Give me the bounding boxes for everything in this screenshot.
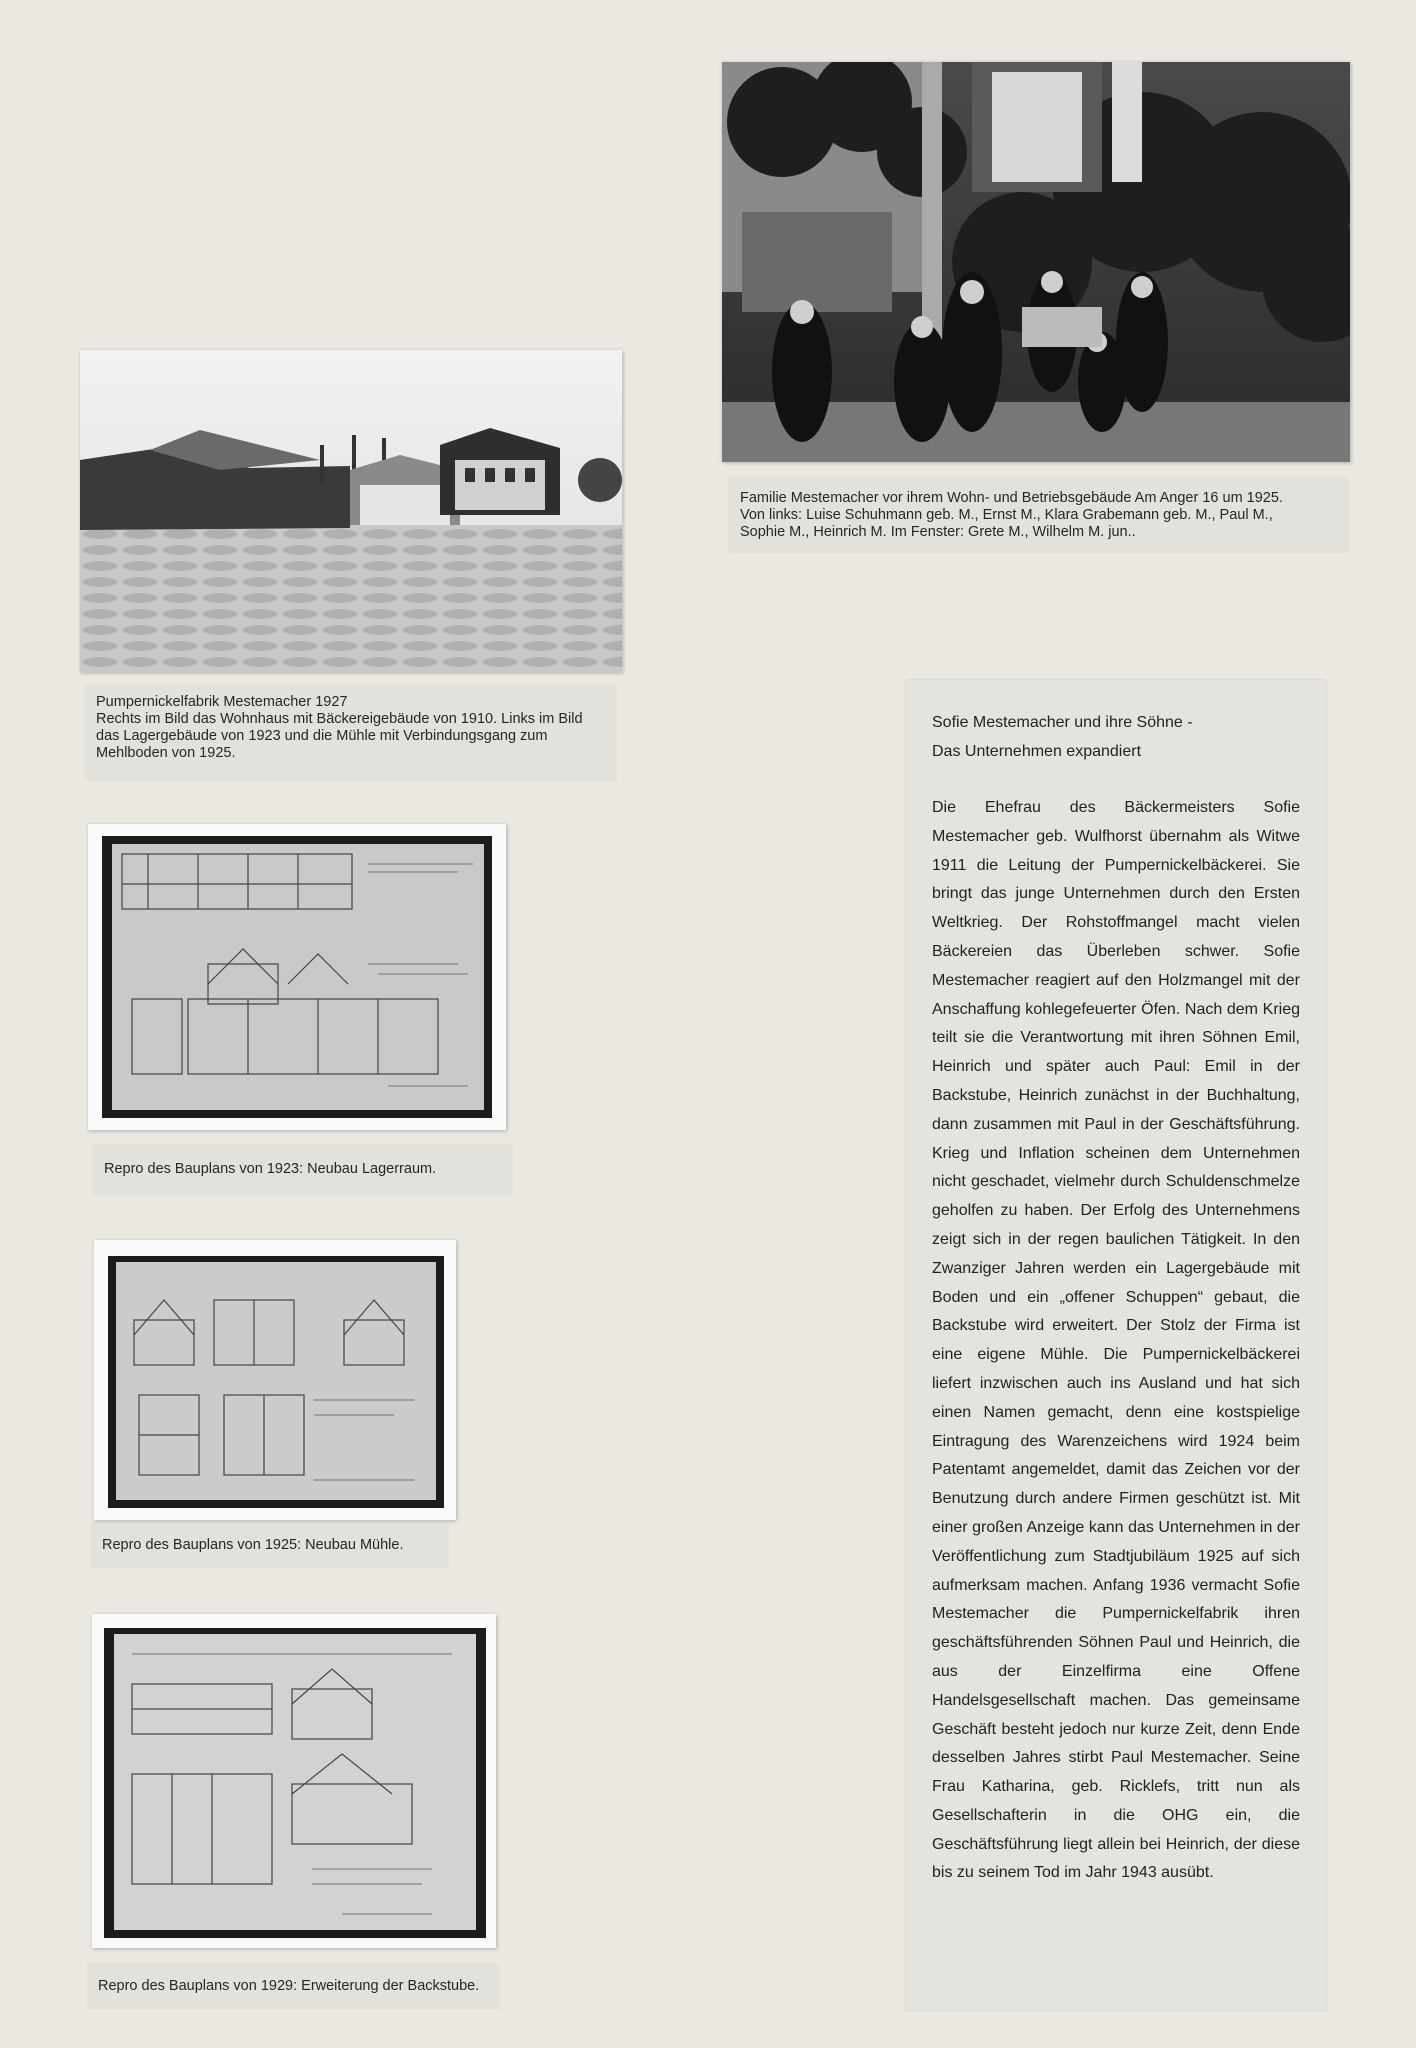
article-body: Die Ehefrau des Bäckermeisters Sofie Mestemacher geb. Wulfhorst übernahm als Witwe 1911 die Leitung der Pumpernickelbäckerei. Sie bringt das junge Unternehmen durch den Ersten Weltkrieg. Der Rohstoffmangel macht vielen Bäckereien das Überleben schwer. Sofie Mestemacher reagiert auf den Holzmangel mit der Anschaffung kohlegefeuerter Öfen. Nach dem Krieg teilt sie die Verantwortung mit ihren Söhnen Emil, Heinrich und später auch Paul: Emil in der Backstube, Heinrich zunächst in der Buchhaltung, dann zusammen mit Paul in der Geschäftsführung. Krieg und Inflation scheinen dem Unternehmen nicht geschadet, vielmehr durch Schuldenschmelze geholfen zu haben. Der Erfolg des Unternehmens zeigt sich in der regen baulichen Tätigkeit. In den Zwanziger Jahren werden ein Lagergebäude mit Boden und ein „offener Schuppen“ gebaut, die Backstube wird erweitert. Der Stolz der Firma ist eine eigene Mühle. Die Pumpernickelbäckerei liefert inzwischen auch ins Ausland und hat sich einen Namen gemacht, denn eine kostspielige Eintragung des Warenzeichens wird 1924 beim Patentamt angemeldet, damit das Zeichen vor der Benutzung durch andere Firmen geschützt ist. Mit einer großen Anzeige kann das Unternehmen in der Veröffentlichung zum Stadtjubiläum 1925 auf sich aufmerksam machen. Anfang 1936 vermacht Sofie Mestemacher die Pumpernickelfabrik ihren geschäftsführenden Söhnen Paul und Heinrich, die aus der Einzelfirma eine Offene Handelsgesellschaft machen. Das gemeinsame Geschäft besteht jedoch nur kurze Zeit, denn Ende desselben Jahres stirbt Paul Mestemacher. Seine Frau Katharina, geb. Ricklefs, tritt nun als Gesellschafterin in die OHG ein, die Geschäftsführung liegt allein bei Heinrich, der diese bis zu seinem Tod im Jahr 1943 ausübt. (932, 799, 1300, 1882)
factory-caption-line-2: Rechts im Bild das Wohnhaus mit Bäckereigebäude von 1910. Links im Bild das Lagergebäude von 1923 und die Mühle mit Verbindungsgang zum Mehlboden von 1925. (96, 711, 583, 761)
plan-1929-photo (92, 1614, 496, 1948)
plan-1925-caption (92, 1524, 448, 1566)
family-caption-line-1: Familie Mestemacher vor ihrem Wohn- und Betriebsgebäude Am Anger 16 um 1925. (740, 490, 1283, 506)
family-caption-line-2: Von links: Luise Schuhmann geb. M., Ernst M., Klara Grabemann geb. M., Paul M., (740, 507, 1273, 523)
article-panel (906, 680, 1326, 2010)
factory-photo (80, 350, 622, 672)
factory-caption-line-1: Pumpernickelfabrik Mestemacher 1927 (96, 694, 348, 710)
article-title-line-1: Sofie Mestemacher und ihre Söhne - (932, 714, 1193, 731)
plan-1923-photo (88, 824, 506, 1130)
plan-1925-photo (94, 1240, 456, 1520)
family-caption (730, 478, 1348, 552)
plan-1929-caption-text: Repro des Bauplans von 1929: Erweiterung der Backstube. (98, 1978, 480, 1994)
article-title-line-2: Das Unternehmen expandiert (932, 743, 1142, 760)
plan-1925-caption-text: Repro des Bauplans von 1925: Neubau Mühle. (102, 1537, 404, 1553)
plan-1923-caption (94, 1146, 512, 1194)
factory-caption (86, 686, 616, 780)
plan-1923-caption-text: Repro des Bauplans von 1923: Neubau Lagerraum. (104, 1161, 437, 1177)
family-caption-line-3: Sophie M., Heinrich M. Im Fenster: Grete M., Wilhelm M. jun.. (740, 524, 1136, 540)
family-photo (722, 62, 1350, 462)
plan-1929-caption (88, 1964, 498, 2008)
